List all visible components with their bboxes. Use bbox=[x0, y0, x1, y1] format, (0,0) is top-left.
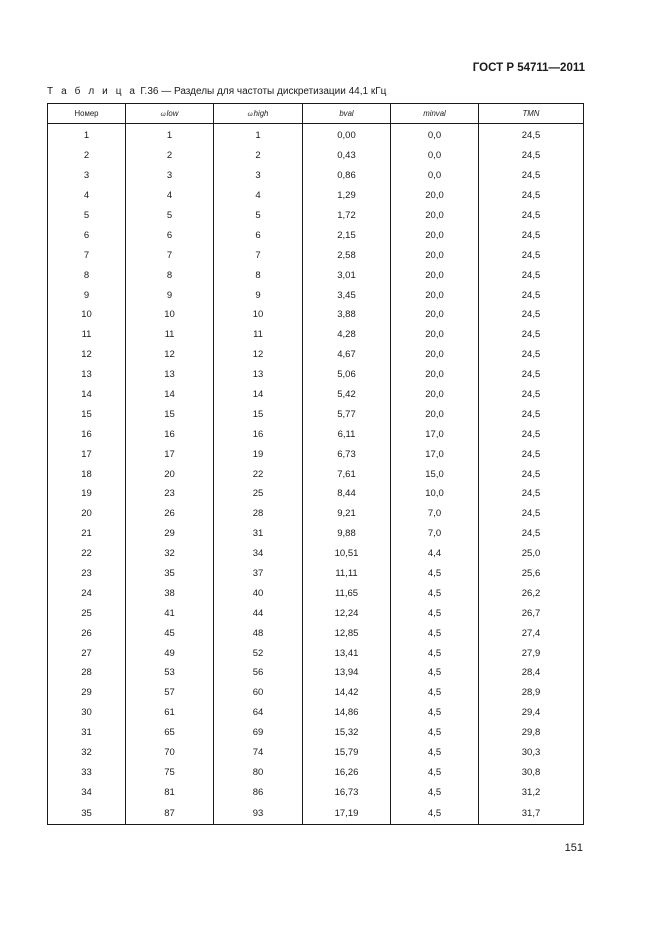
table-row bbox=[48, 683, 584, 703]
table-cell: 15,79 bbox=[303, 743, 391, 763]
table-cell: 1 bbox=[48, 124, 126, 146]
table-cell: 7 bbox=[48, 245, 126, 265]
table-cell: 15 bbox=[214, 404, 303, 424]
table-cell: 24,5 bbox=[479, 444, 584, 464]
table-cell: 13 bbox=[126, 365, 214, 385]
table-cell: 4,5 bbox=[391, 564, 479, 584]
table-cell: 26,7 bbox=[479, 603, 584, 623]
table-header-row bbox=[48, 104, 584, 124]
table-row bbox=[48, 424, 584, 444]
table-cell: 16 bbox=[48, 424, 126, 444]
table-row bbox=[48, 564, 584, 584]
table-cell: 28,9 bbox=[479, 683, 584, 703]
table-cell: 53 bbox=[126, 663, 214, 683]
table-cell: 29 bbox=[126, 524, 214, 544]
table-cell: 52 bbox=[214, 643, 303, 663]
table-cell: 4,5 bbox=[391, 663, 479, 683]
table-cell: 13,41 bbox=[303, 643, 391, 663]
table-cell: 56 bbox=[214, 663, 303, 683]
table-cell: 69 bbox=[214, 723, 303, 743]
table-cell: 24,5 bbox=[479, 305, 584, 325]
column-header-minval: minval bbox=[391, 104, 479, 124]
table-row bbox=[48, 484, 584, 504]
table-cell: 34 bbox=[48, 782, 126, 802]
table-cell: 24,5 bbox=[479, 265, 584, 285]
table-body bbox=[48, 124, 584, 825]
table-cell: 3 bbox=[214, 166, 303, 186]
table-cell: 5 bbox=[214, 206, 303, 226]
table-cell: 4,5 bbox=[391, 763, 479, 783]
table-cell: 12 bbox=[126, 345, 214, 365]
table-cell: 13 bbox=[48, 365, 126, 385]
table-cell: 24,5 bbox=[479, 206, 584, 226]
table-cell: 74 bbox=[214, 743, 303, 763]
table-cell: 29 bbox=[48, 683, 126, 703]
table-cell: 12,24 bbox=[303, 603, 391, 623]
table-cell: 20 bbox=[48, 504, 126, 524]
table-row bbox=[48, 285, 584, 305]
table-cell: 26 bbox=[126, 504, 214, 524]
table-cell: 24,5 bbox=[479, 404, 584, 424]
table-cell: 22 bbox=[48, 544, 126, 564]
table-cell: 22 bbox=[214, 464, 303, 484]
table-cell: 2 bbox=[214, 146, 303, 166]
table-cell: 45 bbox=[126, 623, 214, 643]
table-cell: 27,4 bbox=[479, 623, 584, 643]
table-row bbox=[48, 703, 584, 723]
table-cell: 4,5 bbox=[391, 743, 479, 763]
table-cell: 4 bbox=[126, 186, 214, 206]
table-cell: 6 bbox=[214, 225, 303, 245]
table-cell: 10,0 bbox=[391, 484, 479, 504]
table-cell: 33 bbox=[48, 763, 126, 783]
table-row bbox=[48, 325, 584, 345]
table-cell: 7 bbox=[214, 245, 303, 265]
table-cell: 23 bbox=[126, 484, 214, 504]
table-cell: 20,0 bbox=[391, 225, 479, 245]
table-cell: 4,5 bbox=[391, 643, 479, 663]
table-cell: 24,5 bbox=[479, 365, 584, 385]
column-header-tmn: TMN bbox=[479, 104, 584, 124]
table-row bbox=[48, 743, 584, 763]
table-cell: 17,0 bbox=[391, 424, 479, 444]
table-cell: 61 bbox=[126, 703, 214, 723]
omega-symbol: ω bbox=[160, 111, 166, 118]
table-cell: 9 bbox=[214, 285, 303, 305]
table-cell: 20,0 bbox=[391, 245, 479, 265]
table-cell: 24,5 bbox=[479, 325, 584, 345]
table-cell: 0,86 bbox=[303, 166, 391, 186]
table-cell: 25,6 bbox=[479, 564, 584, 584]
table-cell: 24,5 bbox=[479, 245, 584, 265]
table-cell: 4,4 bbox=[391, 544, 479, 564]
table-cell: 60 bbox=[214, 683, 303, 703]
caption-text: Г.36 — Разделы для частоты дискретизации 44,1 кГц bbox=[137, 86, 387, 97]
table-cell: 3,01 bbox=[303, 265, 391, 285]
table-cell: 24,5 bbox=[479, 345, 584, 365]
table-row bbox=[48, 245, 584, 265]
table-cell: 10 bbox=[214, 305, 303, 325]
table-cell: 40 bbox=[214, 583, 303, 603]
table-row bbox=[48, 643, 584, 663]
table-row bbox=[48, 365, 584, 385]
table-cell: 87 bbox=[126, 802, 214, 825]
table-cell: 4,5 bbox=[391, 782, 479, 802]
table-cell: 70 bbox=[126, 743, 214, 763]
table-cell: 4,5 bbox=[391, 723, 479, 743]
table-cell: 24,5 bbox=[479, 225, 584, 245]
table-row bbox=[48, 166, 584, 186]
table-cell: 14 bbox=[214, 385, 303, 405]
table-cell: 9,88 bbox=[303, 524, 391, 544]
table-cell: 10 bbox=[48, 305, 126, 325]
table-cell: 19 bbox=[214, 444, 303, 464]
table-cell: 0,0 bbox=[391, 166, 479, 186]
table-cell: 20 bbox=[126, 464, 214, 484]
table-cell: 7,61 bbox=[303, 464, 391, 484]
table-row bbox=[48, 623, 584, 643]
table-cell: 28 bbox=[214, 504, 303, 524]
table-cell: 57 bbox=[126, 683, 214, 703]
table-cell: 1,72 bbox=[303, 206, 391, 226]
table-cell: 24,5 bbox=[479, 524, 584, 544]
table-cell: 30,8 bbox=[479, 763, 584, 783]
table-cell: 1 bbox=[126, 124, 214, 146]
table-cell: 17 bbox=[126, 444, 214, 464]
table-cell: 27 bbox=[48, 643, 126, 663]
table-cell: 4,67 bbox=[303, 345, 391, 365]
table-cell: 14 bbox=[126, 385, 214, 405]
caption-label: Т а б л и ц а bbox=[47, 86, 138, 97]
table-cell: 26 bbox=[48, 623, 126, 643]
table-cell: 14 bbox=[48, 385, 126, 405]
table-row bbox=[48, 464, 584, 484]
table-cell: 5,06 bbox=[303, 365, 391, 385]
table-cell: 25 bbox=[214, 484, 303, 504]
table-cell: 12,85 bbox=[303, 623, 391, 643]
table-cell: 12 bbox=[48, 345, 126, 365]
table-cell: 8 bbox=[126, 265, 214, 285]
table-cell: 1 bbox=[214, 124, 303, 146]
table-cell: 13 bbox=[214, 365, 303, 385]
table-row bbox=[48, 763, 584, 783]
table-cell: 20,0 bbox=[391, 206, 479, 226]
table-cell: 4,5 bbox=[391, 802, 479, 825]
table-cell: 12 bbox=[214, 345, 303, 365]
table-cell: 7 bbox=[126, 245, 214, 265]
table-cell: 13,94 bbox=[303, 663, 391, 683]
table-cell: 93 bbox=[214, 802, 303, 825]
table-cell: 10 bbox=[126, 305, 214, 325]
table-cell: 24,5 bbox=[479, 484, 584, 504]
table-cell: 31 bbox=[48, 723, 126, 743]
table-cell: 11 bbox=[214, 325, 303, 345]
table-row bbox=[48, 305, 584, 325]
table-row bbox=[48, 544, 584, 564]
table-cell: 4,5 bbox=[391, 623, 479, 643]
table-cell: 16,26 bbox=[303, 763, 391, 783]
table-cell: 20,0 bbox=[391, 365, 479, 385]
table-cell: 20,0 bbox=[391, 186, 479, 206]
table-cell: 10,51 bbox=[303, 544, 391, 564]
table-cell: 25 bbox=[48, 603, 126, 623]
table-cell: 24,5 bbox=[479, 124, 584, 146]
table-cell: 34 bbox=[214, 544, 303, 564]
table-cell: 0,43 bbox=[303, 146, 391, 166]
table-cell: 15 bbox=[48, 404, 126, 424]
table-cell: 16 bbox=[214, 424, 303, 444]
table-cell: 17,19 bbox=[303, 802, 391, 825]
table-cell: 20,0 bbox=[391, 285, 479, 305]
table-cell: 4,5 bbox=[391, 703, 479, 723]
table-cell: 16 bbox=[126, 424, 214, 444]
table-cell: 8 bbox=[214, 265, 303, 285]
table-cell: 24,5 bbox=[479, 166, 584, 186]
page-number: 151 bbox=[564, 842, 583, 854]
table-cell: 29,8 bbox=[479, 723, 584, 743]
table-cell: 24,5 bbox=[479, 146, 584, 166]
table-row bbox=[48, 782, 584, 802]
table-cell: 5 bbox=[48, 206, 126, 226]
document-standard-number: ГОСТ Р 54711—2011 bbox=[472, 62, 585, 74]
table-cell: 17,0 bbox=[391, 444, 479, 464]
table-cell: 81 bbox=[126, 782, 214, 802]
table-cell: 8 bbox=[48, 265, 126, 285]
table-cell: 6 bbox=[48, 225, 126, 245]
table-cell: 24 bbox=[48, 583, 126, 603]
table-cell: 31,2 bbox=[479, 782, 584, 802]
table-row bbox=[48, 404, 584, 424]
table-cell: 48 bbox=[214, 623, 303, 643]
table-row bbox=[48, 206, 584, 226]
table-cell: 75 bbox=[126, 763, 214, 783]
table-cell: 19 bbox=[48, 484, 126, 504]
table-cell: 3 bbox=[48, 166, 126, 186]
table-row bbox=[48, 345, 584, 365]
table-cell: 6,73 bbox=[303, 444, 391, 464]
table-row bbox=[48, 124, 584, 146]
table-row bbox=[48, 146, 584, 166]
table-cell: 86 bbox=[214, 782, 303, 802]
omega-symbol: ω bbox=[247, 111, 253, 118]
table-cell: 2,58 bbox=[303, 245, 391, 265]
table-cell: 15,0 bbox=[391, 464, 479, 484]
table-cell: 1,29 bbox=[303, 186, 391, 206]
table-cell: 0,0 bbox=[391, 146, 479, 166]
table-row bbox=[48, 583, 584, 603]
column-header-number: Номер bbox=[48, 104, 126, 124]
table-cell: 4,28 bbox=[303, 325, 391, 345]
table-cell: 16,73 bbox=[303, 782, 391, 802]
table-cell: 27,9 bbox=[479, 643, 584, 663]
table-cell: 20,0 bbox=[391, 385, 479, 405]
table-cell: 31,7 bbox=[479, 802, 584, 825]
table-cell: 11,11 bbox=[303, 564, 391, 584]
table-cell: 2,15 bbox=[303, 225, 391, 245]
table-cell: 24,5 bbox=[479, 186, 584, 206]
table-caption bbox=[47, 86, 386, 97]
table-cell: 35 bbox=[48, 802, 126, 825]
table-cell: 20,0 bbox=[391, 404, 479, 424]
table-cell: 24,5 bbox=[479, 464, 584, 484]
table-cell: 18 bbox=[48, 464, 126, 484]
table-row bbox=[48, 186, 584, 206]
table-cell: 4 bbox=[214, 186, 303, 206]
frequency-partition-table bbox=[47, 103, 584, 825]
table-cell: 38 bbox=[126, 583, 214, 603]
table-cell: 49 bbox=[126, 643, 214, 663]
table-cell: 28,4 bbox=[479, 663, 584, 683]
table-row bbox=[48, 225, 584, 245]
table-cell: 41 bbox=[126, 603, 214, 623]
table-cell: 0,0 bbox=[391, 124, 479, 146]
table-cell: 25,0 bbox=[479, 544, 584, 564]
table-cell: 4 bbox=[48, 186, 126, 206]
table-cell: 6,11 bbox=[303, 424, 391, 444]
table-cell: 24,5 bbox=[479, 285, 584, 305]
table-cell: 64 bbox=[214, 703, 303, 723]
table-cell: 7,0 bbox=[391, 504, 479, 524]
table-cell: 20,0 bbox=[391, 325, 479, 345]
table-cell: 8,44 bbox=[303, 484, 391, 504]
table-row bbox=[48, 524, 584, 544]
table-cell: 14,86 bbox=[303, 703, 391, 723]
table-cell: 30,3 bbox=[479, 743, 584, 763]
table-cell: 32 bbox=[126, 544, 214, 564]
table-cell: 44 bbox=[214, 603, 303, 623]
table-cell: 15 bbox=[126, 404, 214, 424]
column-header-bval: bval bbox=[303, 104, 391, 124]
table-cell: 30 bbox=[48, 703, 126, 723]
table-row bbox=[48, 385, 584, 405]
table-cell: 24,5 bbox=[479, 504, 584, 524]
table-cell: 5,77 bbox=[303, 404, 391, 424]
table-cell: 32 bbox=[48, 743, 126, 763]
table-cell: 20,0 bbox=[391, 345, 479, 365]
table-row bbox=[48, 603, 584, 623]
table-cell: 15,32 bbox=[303, 723, 391, 743]
table-cell: 35 bbox=[126, 564, 214, 584]
table-cell: 2 bbox=[126, 146, 214, 166]
table-cell: 28 bbox=[48, 663, 126, 683]
table-cell: 4,5 bbox=[391, 583, 479, 603]
table-cell: 24,5 bbox=[479, 385, 584, 405]
column-header-omega-high: ωhigh bbox=[214, 104, 303, 124]
table-cell: 2 bbox=[48, 146, 126, 166]
table-cell: 80 bbox=[214, 763, 303, 783]
table-cell: 4,5 bbox=[391, 603, 479, 623]
table-cell: 21 bbox=[48, 524, 126, 544]
table-cell: 37 bbox=[214, 564, 303, 584]
table-cell: 4,5 bbox=[391, 683, 479, 703]
table-cell: 65 bbox=[126, 723, 214, 743]
table-row bbox=[48, 504, 584, 524]
table-cell: 0,00 bbox=[303, 124, 391, 146]
table-cell: 23 bbox=[48, 564, 126, 584]
table-cell: 9 bbox=[48, 285, 126, 305]
table-cell: 3,88 bbox=[303, 305, 391, 325]
table-cell: 11 bbox=[126, 325, 214, 345]
table-row bbox=[48, 663, 584, 683]
table-cell: 5,42 bbox=[303, 385, 391, 405]
table-cell: 20,0 bbox=[391, 265, 479, 285]
table-row bbox=[48, 802, 584, 825]
table-row bbox=[48, 723, 584, 743]
table-row bbox=[48, 444, 584, 464]
table-cell: 17 bbox=[48, 444, 126, 464]
table-cell: 14,42 bbox=[303, 683, 391, 703]
table-cell: 20,0 bbox=[391, 305, 479, 325]
table-cell: 11,65 bbox=[303, 583, 391, 603]
table-cell: 3 bbox=[126, 166, 214, 186]
table-cell: 11 bbox=[48, 325, 126, 345]
table-cell: 31 bbox=[214, 524, 303, 544]
table-cell: 5 bbox=[126, 206, 214, 226]
table-cell: 9,21 bbox=[303, 504, 391, 524]
table-cell: 9 bbox=[126, 285, 214, 305]
table-cell: 7,0 bbox=[391, 524, 479, 544]
table-cell: 3,45 bbox=[303, 285, 391, 305]
table-cell: 29,4 bbox=[479, 703, 584, 723]
table-row bbox=[48, 265, 584, 285]
table-cell: 6 bbox=[126, 225, 214, 245]
table-cell: 26,2 bbox=[479, 583, 584, 603]
column-header-omega-low: ωlow bbox=[126, 104, 214, 124]
table-cell: 24,5 bbox=[479, 424, 584, 444]
